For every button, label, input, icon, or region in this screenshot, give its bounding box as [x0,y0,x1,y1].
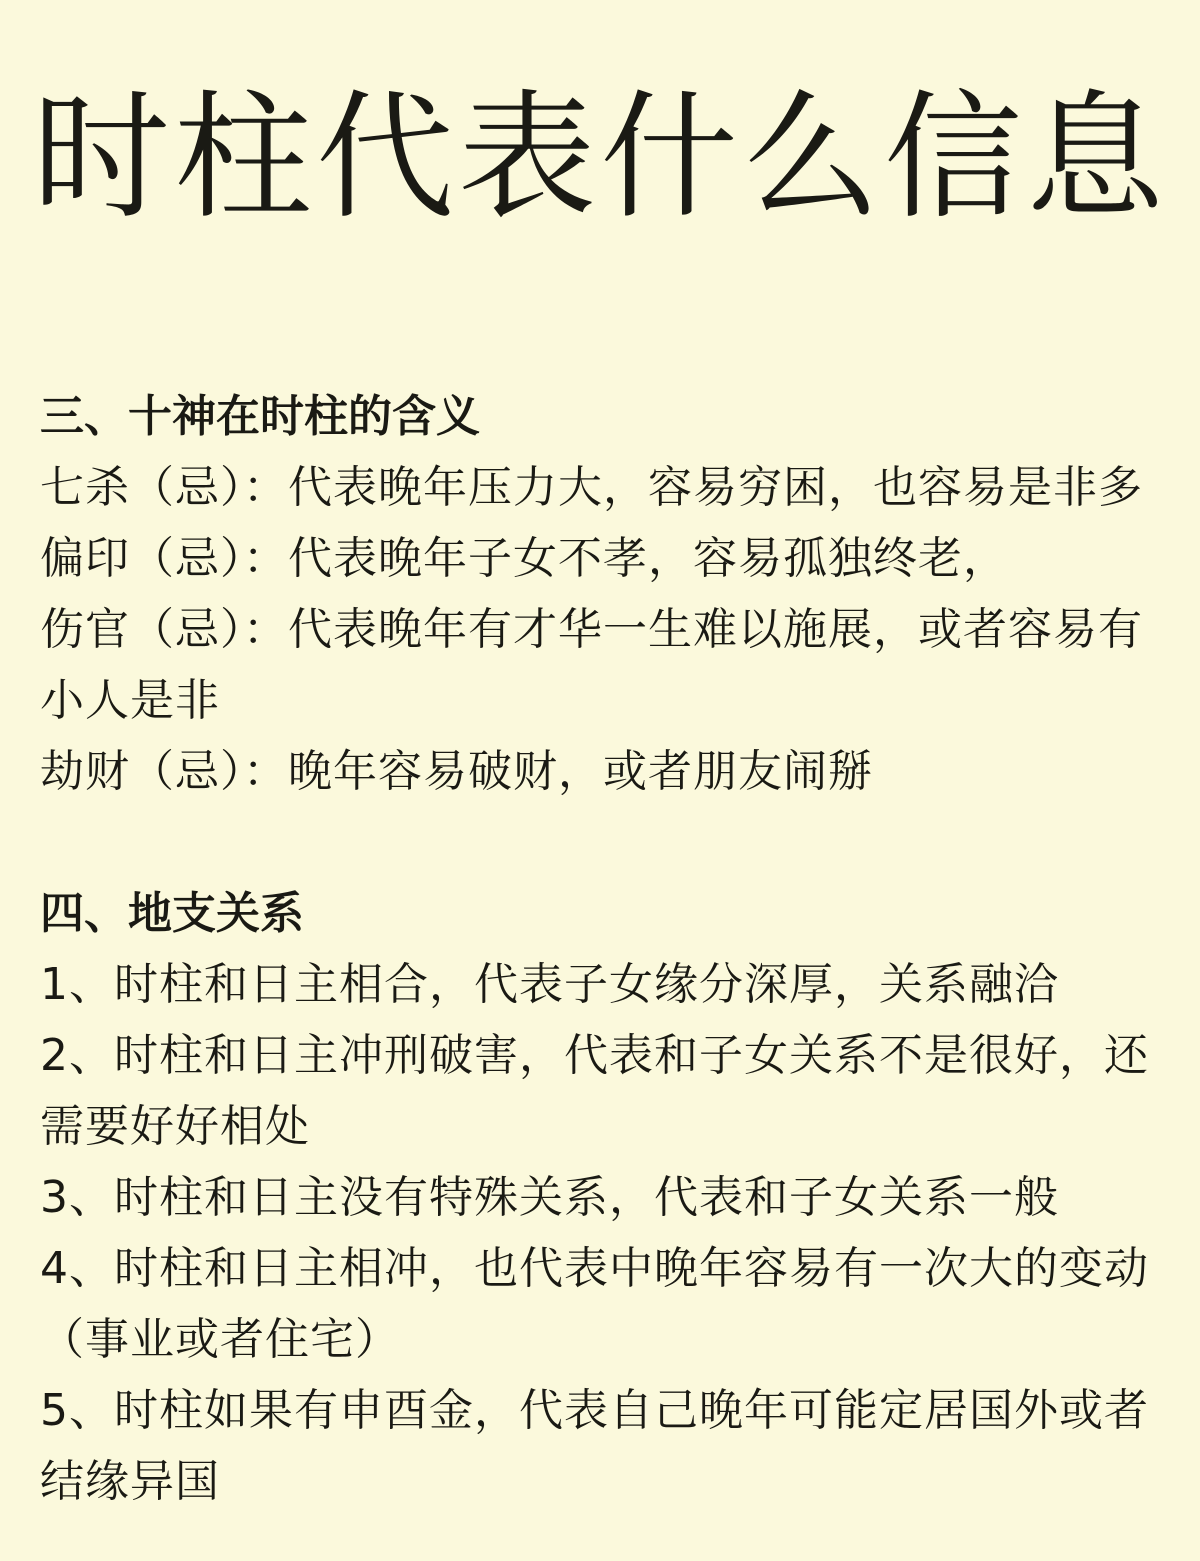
list-item: 5、时柱如果有申酉金，代表自己晚年可能定居国外或者结缘异国 [40,1385,1149,1507]
list-item: 3、时柱和日主没有特殊关系，代表和子女关系一般 [40,1172,1059,1223]
list-item: 劫财（忌）：晚年容易破财，或者朋友闹掰 [40,746,873,797]
list-item: 伤官（忌）：代表晚年有才华一生难以施展，或者容易有小人是非 [40,604,1143,726]
section-heading: 三、十神在时柱的含义 [40,391,480,442]
section-heading: 四、地支关系 [40,888,304,939]
section-spacer [40,807,1160,878]
section-ten-gods [40,381,1160,807]
page-title: 时柱代表什么信息 [31,77,1168,238]
content-body [40,381,1160,1517]
list-item: 七杀（忌）：代表晚年压力大，容易穷困，也容易是非多 [40,462,1143,513]
list-item: 偏印（忌）：代表晚年子女不孝，容易孤独终老， [40,533,1008,584]
list-item: 4、时柱和日主相冲，也代表中晚年容易有一次大的变动（事业或者住宅） [40,1243,1149,1365]
section-earthly-branches [40,878,1160,1517]
list-item: 1、时柱和日主相合，代表子女缘分深厚，关系融洽 [40,959,1059,1010]
list-item: 2、时柱和日主冲刑破害，代表和子女关系不是很好，还需要好好相处 [40,1030,1149,1152]
